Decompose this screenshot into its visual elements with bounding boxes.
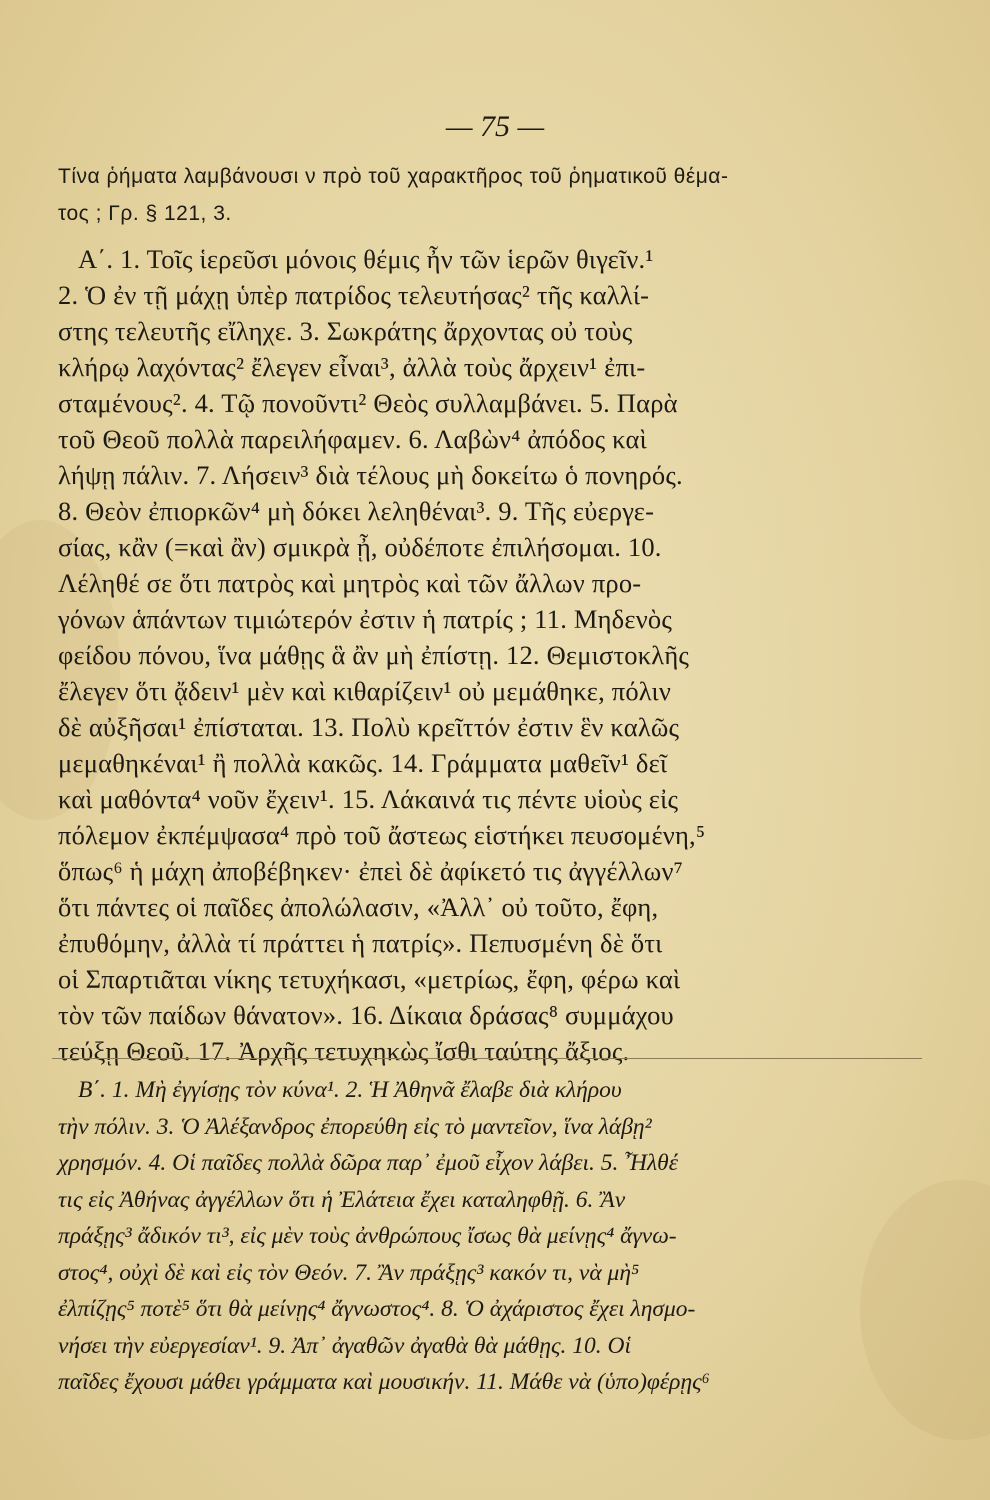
text-line: 2. Ὁ ἐν τῇ μάχῃ ὑπὲρ πατρίδος τελευτήσας² τῆς καλλί- [58, 280, 650, 310]
text-line: 8. Θεὸν ἐπιορκῶν⁴ μὴ δόκει λεληθέναι³. 9. Τῆς εὐεργε- [58, 496, 655, 526]
text-line: στης τελευτῆς εἴληχε. 3. Σωκράτης ἄρχοντας οὐ τοὺς [58, 316, 633, 346]
text-line: σταμένους². 4. Τῷ πονοῦντι² Θεὸς συλλαμβάνει. 5. Παρὰ [58, 388, 678, 418]
text-line: δὲ αὐξῆσαι¹ ἐπίσταται. 13. Πολὺ κρεῖττόν ἐστιν ἓν καλῶς [58, 712, 680, 742]
text-line: πόλεμον ἐκπέμψασα⁴ πρὸ τοῦ ἄστεως εἱστήκει πευσομένη,⁵ [58, 820, 706, 850]
text-line: ὅτι πάντες οἱ παῖδες ἀπολώλασιν, «Ἀλλ᾿ οὐ τοῦτο, ἔφη, [58, 892, 659, 922]
text-line: Λέληθέ σε ὅτι πατρὸς καὶ μητρὸς καὶ τῶν ἄλλων προ- [58, 568, 642, 598]
text-line: μεμαθηκέναι¹ ἢ πολλὰ κακῶς. 14. Γράμματα μαθεῖν¹ δεῖ [58, 748, 668, 778]
text-line: τοῦ Θεοῦ πολλὰ παρειλήφαμεν. 6. Λαβὼν⁴ ἀπόδος καὶ [58, 424, 647, 454]
text-line: χρησμόν. 4. Οἱ παῖδες πολλὰ δῶρα παρ᾿ ἐμοῦ εἶχον λάβει. 5. Ἦλθέ [58, 1150, 678, 1176]
text-line: τὴν πόλιν. 3. Ὁ Ἀλέξανδρος ἐπορεύθη εἰς τὸ μαντεῖον, ἵνα λάβῃ² [58, 1113, 652, 1140]
text-line: ἐλπίζῃς⁵ ποτὲ⁵ ὅτι θὰ μείνῃς⁴ ἄγνωστος⁴. 8. Ὁ ἀχάριστος ἔχει λησμο- [58, 1296, 696, 1322]
text-line: ἔλεγεν ὅτι ᾄδειν¹ μὲν καὶ κιθαρίζειν¹ οὐ μεμάθηκε, πόλιν [58, 676, 672, 706]
section-divider [52, 1058, 922, 1059]
text-line: τις εἰς Ἀθήνας ἀγγέλλων ὅτι ἡ Ἐλάτεια ἔχει καταληφθῇ. 6. Ἂν [58, 1186, 626, 1213]
question-line: τος ; Γρ. § 121, 3. [58, 202, 232, 225]
text-line: γόνων ἁπάντων τιμιώτερόν ἐστιν ἡ πατρίς ; 11. Μηδενὸς [58, 604, 673, 634]
text-line: τεύξῃ Θεοῦ. 17. Ἀρχῆς τετυχηκὼς ἴσθι ταύτης ἄξιος. [58, 1036, 630, 1066]
exercise-question [58, 158, 938, 232]
text-line: Β΄. 1. Μὴ ἐγγίσῃς τὸν κύνα¹. 2. Ἡ Ἀθηνᾶ ἔλαβε διὰ κλήρου [78, 1077, 622, 1103]
text-line: στος⁴, οὐχὶ δὲ καὶ εἰς τὸν Θεόν. 7. Ἂν πράξῃς³ κακόν τι, νὰ μὴ⁵ [58, 1259, 640, 1286]
text-line: κλήρῳ λαχόντας² ἔλεγεν εἶναι³, ἀλλὰ τοὺς ἄρχειν¹ ἐπι- [58, 352, 646, 382]
text-line: παῖδες ἔχουσι μάθει γράμματα καὶ μουσικήν. 11. Μάθε νὰ (ὑπο)φέρῃς⁶ [58, 1369, 710, 1395]
text-line: τὸν τῶν παίδων θάνατον». 16. Δίκαια δράσας⁸ συμμάχου [58, 1000, 674, 1030]
text-line: Α΄. 1. Τοῖς ἱερεῦσι μόνοις θέμις ἦν τῶν ἱερῶν θιγεῖν.¹ [78, 244, 654, 274]
text-line: λήψῃ πάλιν. 7. Λήσειν³ διὰ τέλους μὴ δοκείτω ὁ πονηρός. [58, 460, 683, 490]
text-line: πράξῃς³ ἄδικόν τι³, εἰς μὲν τοὺς ἀνθρώπους ἴσως θὰ μείνῃς⁴ ἄγνω- [58, 1223, 677, 1249]
page-number: — 75 — [445, 110, 545, 143]
text-line: ἐπυθόμην, ἀλλὰ τί πράττει ἡ πατρίς». Πεπυσμένη δὲ ὅτι [58, 928, 663, 958]
exercise-section-a [58, 241, 938, 1069]
text-line: οἱ Σπαρτιᾶται νίκης τετυχήκασι, «μετρίως, ἔφη, φέρω καὶ [58, 964, 681, 994]
question-line: Τίνα ῥήματα λαμβάνουσι ν πρὸ τοῦ χαρακτῆρος τοῦ ῥηματικοῦ θέμα- [58, 165, 729, 188]
text-line: φείδου πόνου, ἵνα μάθῃς ἃ ἂν μὴ ἐπίστῃ. 12. Θεμιστοκλῆς [58, 640, 690, 670]
text-line: σίας, κἂν (=καὶ ἂν) σμικρὰ ᾖ, οὐδέποτε ἐπιλήσομαι. 10. [58, 532, 662, 562]
text-line: καὶ μαθόντα⁴ νοῦν ἔχειν¹. 15. Λάκαινά τις πέντε υἱοὺς εἰς [58, 784, 679, 814]
exercise-section-b [58, 1072, 938, 1401]
text-line: νήσει τὴν εὐεργεσίαν¹. 9. Ἀπ᾿ ἀγαθῶν ἀγαθὰ θὰ μάθῃς. 10. Οἱ [58, 1332, 632, 1359]
text-line: ὅπως⁶ ἡ μάχη ἀποβέβηκεν· ἐπεὶ δὲ ἀφίκετό τις ἀγγέλλων⁷ [58, 856, 684, 886]
